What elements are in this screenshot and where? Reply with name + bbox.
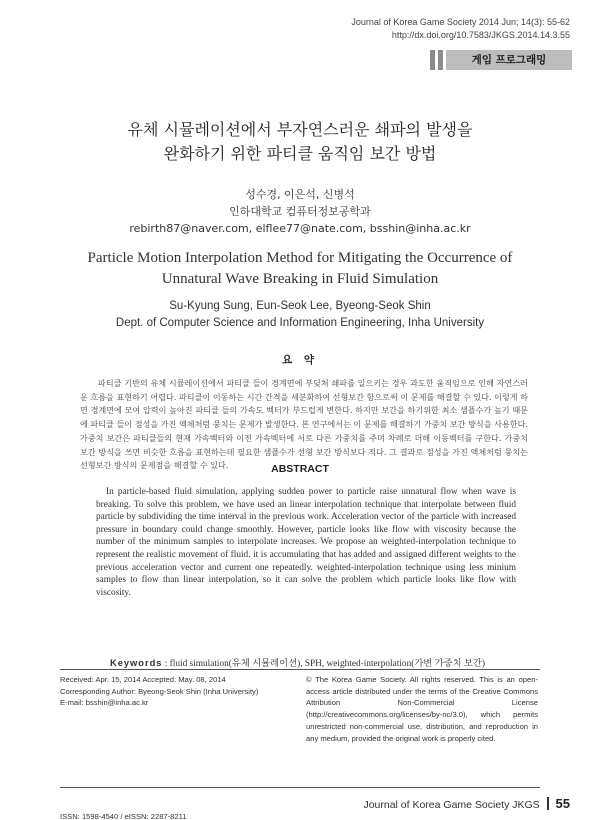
corresponding-email: E-mail: bsshin@inha.ac.kr	[60, 698, 149, 708]
english-affiliation: Dept. of Computer Science and Information Engineering, Inha University	[115, 317, 485, 329]
keywords-text: : fluid simulation(유체 시뮬레이션), SPH, weighted-interpolation(가변 가중치 보간)	[164, 659, 485, 669]
english-author-block	[0, 298, 600, 332]
journal-info	[351, 16, 570, 42]
journal-citation: Journal of Korea Game Society 2014 Jun; 14(3): 55-62	[351, 17, 570, 27]
korean-affiliation: 인하대학교 컴퓨터정보공학과	[229, 205, 371, 218]
korean-abstract-text: 파티클 기반의 유체 시뮬레이션에서 파티클 들이 경계면에 부딪쳐 쇄파를 일으키는 경우 과도한 움직임으로 인해 자연스러운 흐름을 표현하기 어렵다. 파티클이 이동하는 시간 간격을 세분화하여 선형보간 함으로써 이 문제를 해결할 수 있다. 이렇게 하면 경계면에 모여 압력이 높아진 파티클 들의 가속도 벡터가 부드럽게 변한다. 하지만 보간을 하기위한 최소 샘플수가 높기 때문에 파티클 들이 점성을 가진 액체처럼 뭉치는 문제가 발생한다. 본 연구에서는 이 문제를 해결하기 가중치 보간 방식을 사용한다. 가중치 보간은 파티클들의 현재 가속벡터와 이전 가속벡터에 서로 다른 가중치를 주며 차례로 더해 이동벡터를 구한다. 가중치 보간 방식을 쓰면 비슷한 흐름을 표현하는데 필요한 샘플수가 선형 보간 방식보다 적다. 그 결과로 점성을 가진 액체처럼 뭉치는 선형보간 방식의 문제점을 해결할 수 있다.	[80, 378, 528, 471]
author-emails: rebirth87@naver.com, elflee77@nate.com, bsshin@inha.ac.kr	[129, 222, 471, 235]
received-accepted: Received: Apr. 15, 2014 Accepted: May. 08, 2014	[60, 675, 226, 684]
english-title	[0, 248, 600, 290]
page-number: 55	[555, 796, 570, 811]
corresponding-author: Corresponding Author: Byeong-Seok Shin (Inha University)	[60, 686, 259, 696]
issn: ISSN: 1598-4540 / eISSN: 2287-8211	[60, 812, 187, 820]
section-tag	[430, 50, 572, 70]
page-footer-divider	[60, 787, 540, 788]
korean-title	[0, 118, 600, 166]
section-tag-bar	[438, 50, 443, 70]
section-tag-bar	[430, 50, 435, 70]
korean-abstract-heading: 요 약	[282, 354, 318, 366]
korean-authors: 성수경, 이은석, 신병석	[245, 188, 355, 201]
english-abstract-heading: ABSTRACT	[271, 463, 329, 475]
page-footer	[363, 796, 570, 811]
english-authors: Su-Kyung Sung, Eun-Seok Lee, Byeong-Seok Shin	[169, 300, 431, 312]
doi-link[interactable]: http://dx.doi.org/10.7583/JKGS.2014.14.3.55	[391, 30, 570, 40]
footer-journal-name: Journal of Korea Game Society JKGS	[363, 799, 540, 811]
keywords	[110, 655, 580, 669]
footnote-divider	[60, 669, 540, 670]
keywords-label: Keywords	[110, 658, 163, 668]
article-history	[60, 674, 290, 820]
korean-title-line2: 완화하기 위한 파티클 움직임 보간 방법	[163, 144, 437, 163]
korean-author-block	[0, 186, 600, 237]
english-title-line2: Unnatural Wave Breaking in Fluid Simulation	[161, 271, 439, 287]
footer-separator	[547, 797, 549, 810]
license-notice: © The Korea Game Society. All rights reserved. This is an open-access article distributed under the terms of the Creative Commons Attribution Non-Commercial License (http://creativecommons.org/licenses/by-nc/3.0), which permits unrestricted non-commercial use, distribution, and reproduction in any medium, provided the original work is properly cited.	[306, 675, 538, 743]
english-title-line1: Particle Motion Interpolation Method for Mitigating the Occurrence of	[87, 250, 513, 266]
korean-title-line1: 유체 시뮬레이션에서 부자연스러운 쇄파의 발생을	[127, 120, 473, 139]
english-abstract-text: In particle-based fluid simulation, applying sudden power to particle raise unnatural flow when wave is breaking. To solve this problem, we have used an linear interpolation technique that interpolate between fluid particle by subdividing the time interval in the previous work. Acceleration vector of the particle with increased pressure in boundary could change smoothly. However, particle looks like flow with viscosity because the number of the minimum samples to interpolate increases. We propose an weighted-interpolation technique to represent the realistic movement of fluid. it is accumulating that has added and assigned different weights to the previous acceleration vector and current one repeatedly. weighted-interpolation technique using less minium samples to flow than linear interpolation, so it can solve the problem which particle looks like flow with viscosity.	[96, 487, 516, 598]
section-tag-label: 게임 프로그래밍	[446, 50, 572, 70]
